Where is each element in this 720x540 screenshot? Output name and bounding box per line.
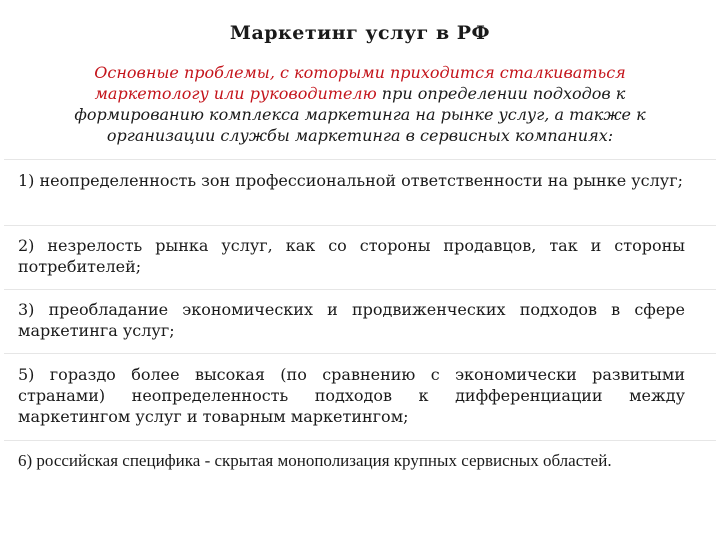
divider xyxy=(4,225,716,226)
divider xyxy=(4,159,716,160)
problem-item-2: 2) незрелость рынка услуг, как со стороны продавцов, так и стороны потребителей; xyxy=(18,236,685,276)
problem-item-6: 6) российская специфика - скрытая монополизация крупных сервисных областей. xyxy=(18,451,612,470)
divider xyxy=(4,353,716,354)
intro-text: при определении подходов к формированию комплекса маркетинга на рынке услуг, а также к организации службы маркетинга в сервисных компаниях: xyxy=(74,84,646,145)
problem-item-1: 1) неопределенность зон профессиональной ответственности на рынке услуг; xyxy=(18,171,683,190)
intro-highlight: Основные проблемы, с которыми приходится сталкиваться маркетологу или руководителю xyxy=(94,63,626,103)
page-title: Маркетинг услуг в РФ xyxy=(229,22,491,44)
problem-item-3: 3) преобладание экономических и продвиженческих подходов в сфере маркетинга услуг; xyxy=(18,300,685,340)
divider xyxy=(4,440,716,441)
problem-item-5: 5) гораздо более высокая (по сравнению с экономически развитыми странами) неопределенность подходов к дифференциации между маркетингом услуг и товарным маркетингом; xyxy=(18,365,685,426)
divider xyxy=(4,289,716,290)
intro-paragraph xyxy=(40,62,680,146)
